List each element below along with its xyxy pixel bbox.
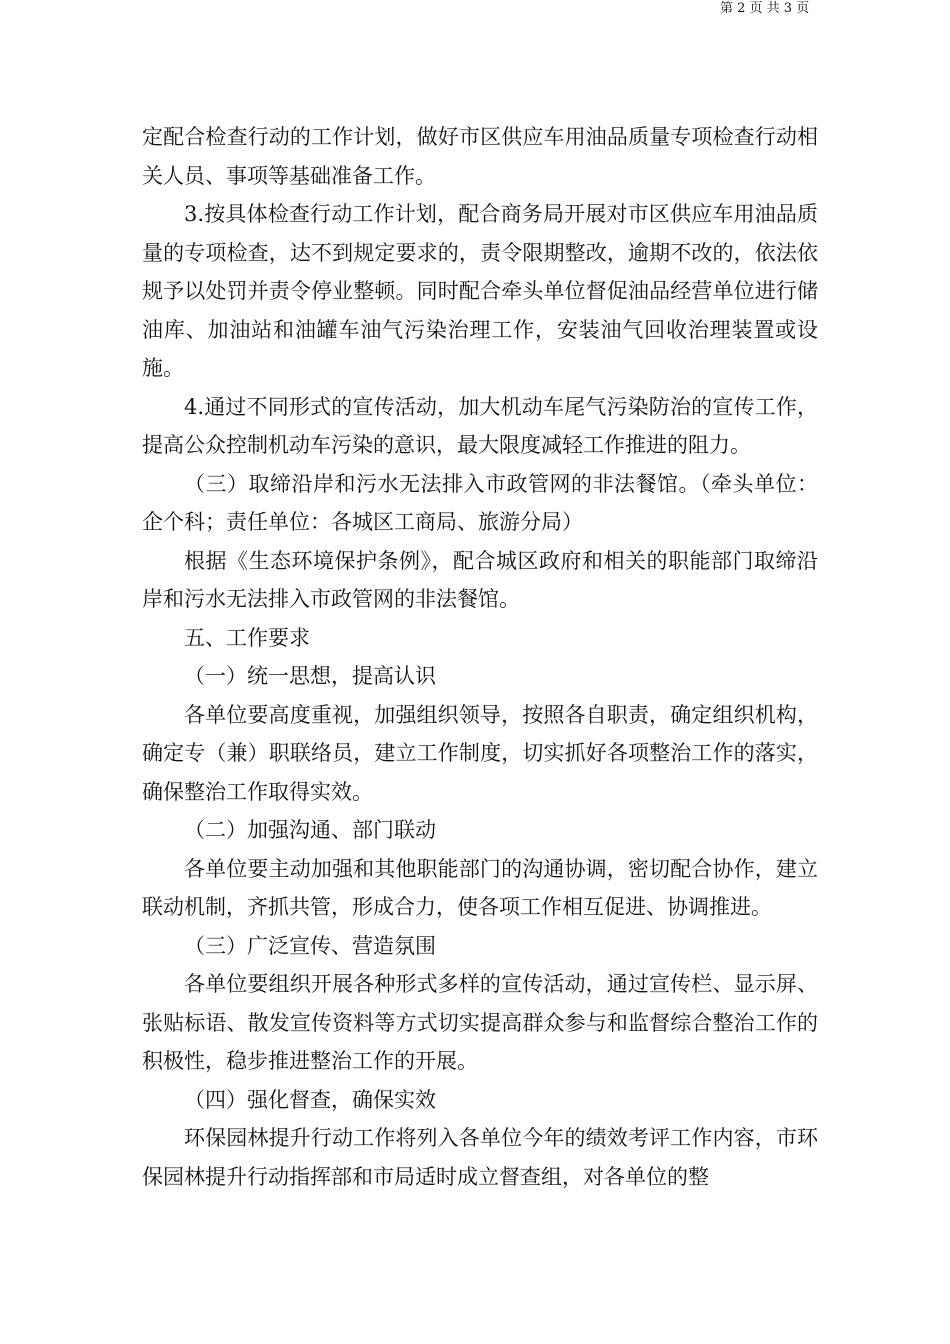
paragraph-requirement-3: 各单位要组织开展各种形式多样的宣传活动，通过宣传栏、显示屏、张贴标语、散发宣传资料等方式切实提高群众参与和监督综合整治工作的积极性，稳步推进整治工作的开展。 — [142, 972, 818, 1073]
section-heading-3: （三）取缔沿岸和污水无法排入市政管网的非法餐馆。（牵头单位：企个科；责任单位：各城区工商局、旅游分局） — [142, 471, 818, 534]
page-number-footer: 第 2 页 共 3 页 — [720, 1, 810, 16]
paragraph-requirement-4: 环保园林提升行动工作将列入各单位今年的绩效考评工作内容，市环保园林提升行动指挥部和市局适时成立督查组，对各单位的整 — [142, 1126, 818, 1189]
document-body — [142, 118, 818, 1196]
sub-heading-1: （一）统一思想，提高认识 — [184, 664, 436, 688]
chapter-heading-5: 五、工作要求 — [184, 625, 310, 650]
paragraph-continued: 定配合检查行动的工作计划，做好市区供应车用油品质量专项检查行动相关人员、事项等基础准备工作。 — [142, 125, 818, 188]
paragraph-requirement-1: 各单位要高度重视，加强组织领导，按照各自职责，确定组织机构，确定专（兼）职联络员，建立工作制度，切实抓好各项整治工作的落实，确保整治工作取得实效。 — [142, 702, 818, 804]
paragraph-item-3: 3.按具体检查行动工作计划，配合商务局开展对市区供应车用油品质量的专项检查，达不到规定要求的，责令限期整改，逾期不改的，依法依规予以处罚并责令停业整顿。同时配合牵头单位督促油品经营单位进行储油库、加油站和油罐车油气污染治理工作，安装油气回收治理装置或设施。 — [142, 202, 818, 380]
paragraph-regulation: 根据《生态环境保护条例》，配合城区政府和相关的职能部门取缔沿岸和污水无法排入市政管网的非法餐馆。 — [142, 548, 818, 611]
paragraph-item-4: 4.通过不同形式的宣传活动，加大机动车尾气污染防治的宣传工作，提高公众控制机动车污染的意识，最大限度减轻工作推进的阻力。 — [142, 394, 818, 457]
sub-heading-4: （四）强化督查，确保实效 — [184, 1087, 436, 1112]
sub-heading-3: （三）广泛宣传、营造氛围 — [184, 933, 436, 958]
sub-heading-2: （二）加强沟通、部门联动 — [184, 818, 436, 842]
paragraph-requirement-2: 各单位要主动加强和其他职能部门的沟通协调，密切配合协作，建立联动机制，齐抓共管，形成合力，使各项工作相互促进、协调推进。 — [142, 856, 818, 919]
